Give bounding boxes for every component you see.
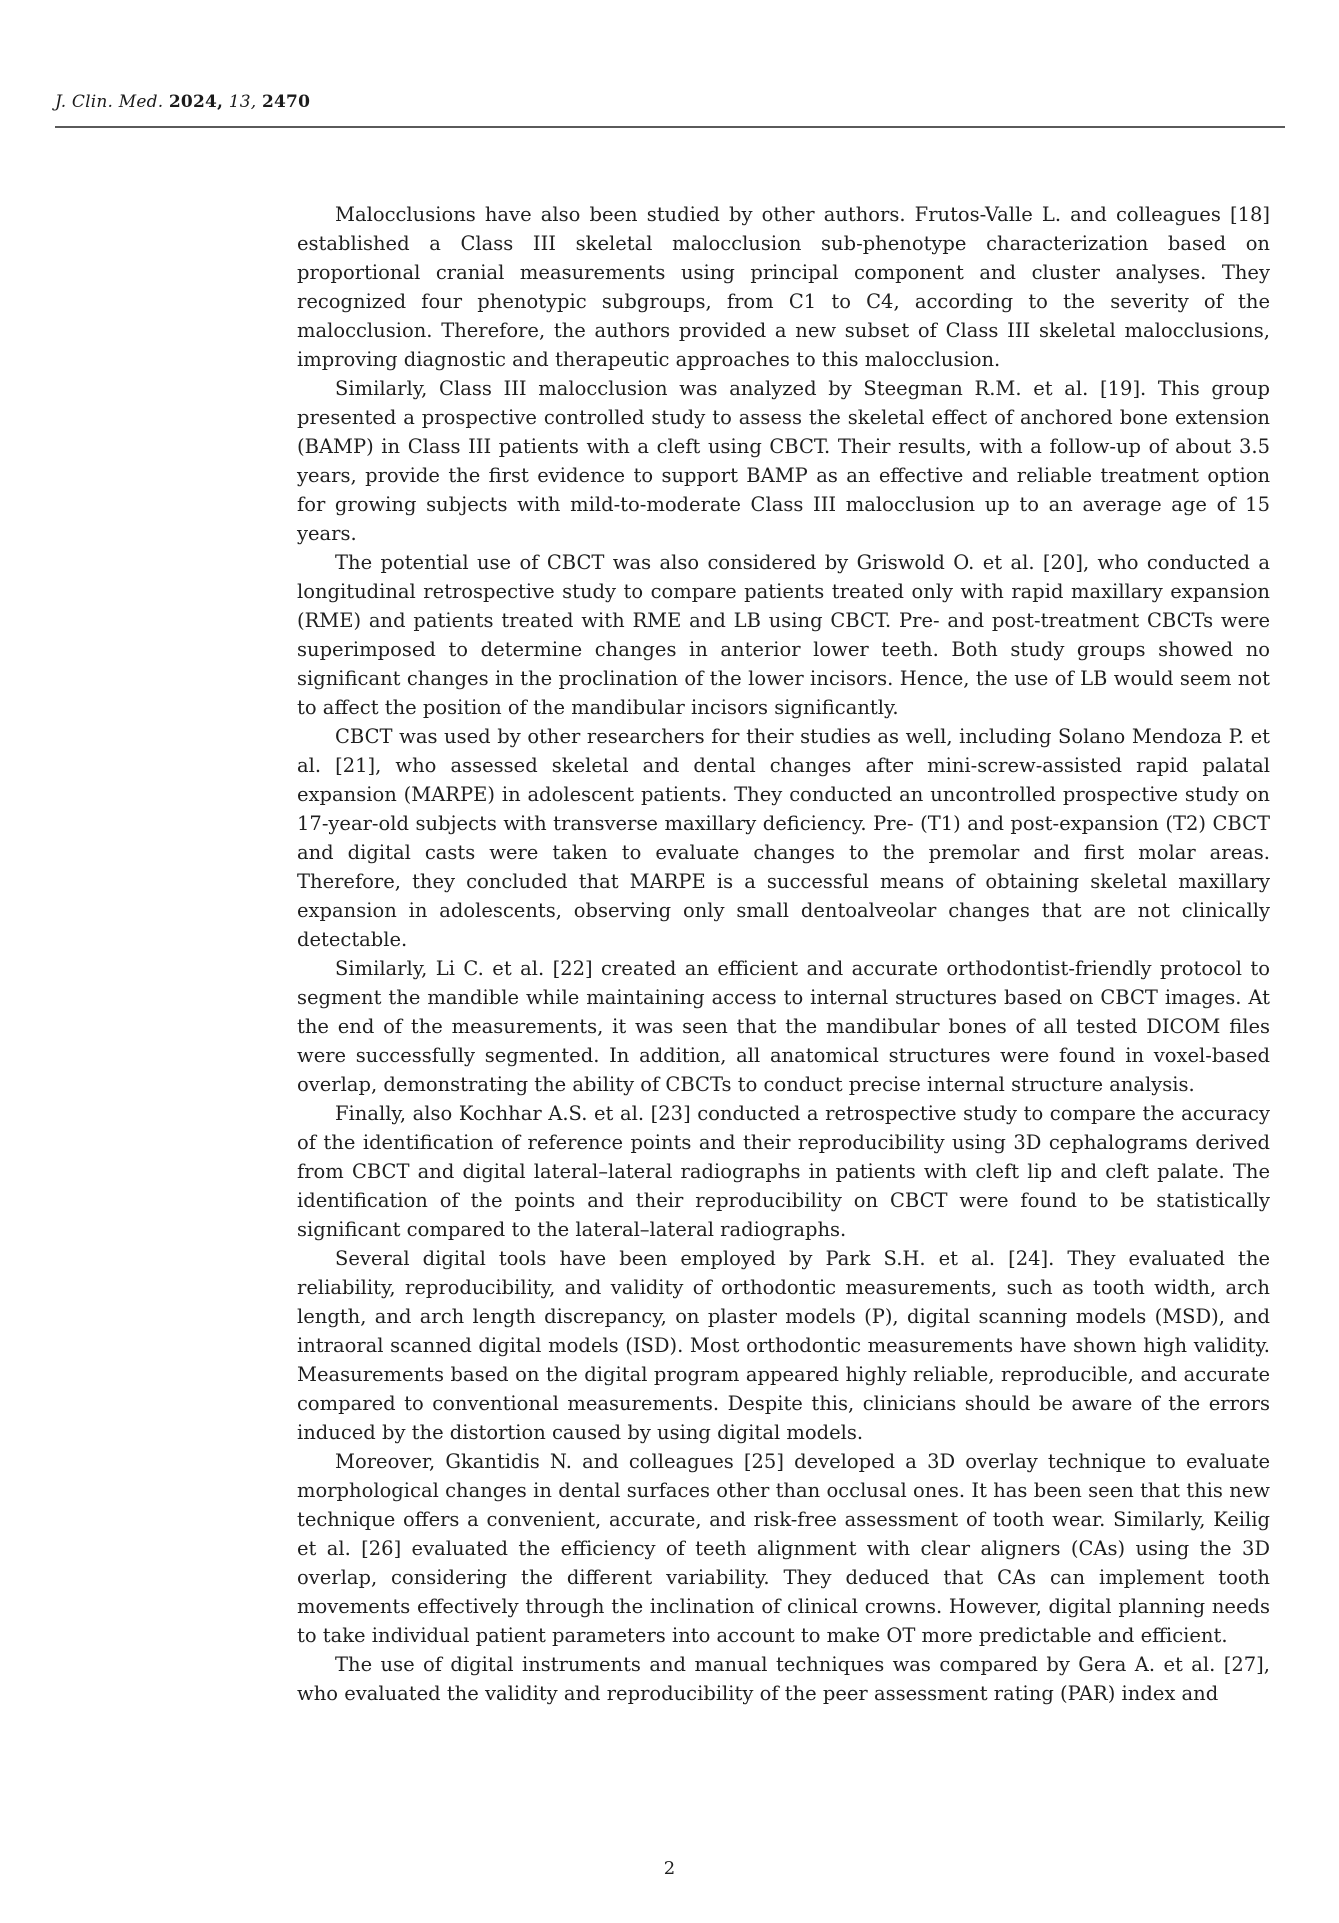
paragraph: Malocclusions have also been studied by other authors. Frutos-Valle L. and colleagues [18] established a Class III skeletal malocclusion sub-phenotype characterization based on proportional cranial measurements using principal component and cluster analyses. They recognized four phenotypic subgroups, from C1 to C4, according to the severity of the malocclusion. Therefore, the authors provided a new subset of Class III skeletal malocclusions, improving diagnostic and therapeutic approaches to this malocclusion.: [297, 203, 1270, 371]
paragraph: Similarly, Class III malocclusion was analyzed by Steegman R.M. et al. [19]. This group presented a prospective controlled study to assess the skeletal effect of anchored bone extension (BAMP) in Class III patients with a cleft using CBCT. Their results, with a follow-up of about 3.5 years, provide the first evidence to support BAMP as an effective and reliable treatment option for growing subjects with mild-to-moderate Class III malocclusion up to an average age of 15 years.: [297, 377, 1270, 545]
article-number: 2470: [262, 92, 311, 112]
paragraph: Moreover, Gkantidis N. and colleagues [25] developed a 3D overlay technique to evaluate morphological changes in dental surfaces other than occlusal ones. It has been seen that this new technique offers a convenient, accurate, and risk-free assessment of tooth wear. Similarly, Keilig et al. [26] evaluated the efficiency of teeth alignment with clear aligners (CAs) using the 3D overlap, considering the different variability. They deduced that CAs can implement tooth movements effectively through the inclination of clinical crowns. However, digital planning needs to take individual patient parameters into account to make OT more predictable and efficient.: [297, 1450, 1270, 1647]
volume-number: 13,: [228, 92, 257, 112]
paragraph: The use of digital instruments and manual techniques was compared by Gera A. et al. [27], who evaluated the validity and reproducibility of the peer assessment rating (PAR) index and: [297, 1653, 1270, 1705]
journal-title: J. Clin. Med.: [55, 92, 164, 112]
publication-year: 2024,: [168, 92, 224, 112]
running-head: [55, 92, 310, 112]
body-text-column: [297, 200, 1270, 1708]
header-divider: [55, 126, 1285, 128]
paragraph: The potential use of CBCT was also considered by Griswold O. et al. [20], who conducted a longitudinal retrospective study to compare patients treated only with rapid maxillary expansion (RME) and patients treated with RME and LB using CBCT. Pre- and post-treatment CBCTs were superimposed to determine changes in anterior lower teeth. Both study groups showed no significant changes in the proclination of the lower incisors. Hence, the use of LB would seem not to affect the position of the mandibular incisors significantly.: [297, 551, 1270, 719]
paragraph: Several digital tools have been employed by Park S.H. et al. [24]. They evaluated the reliability, reproducibility, and validity of orthodontic measurements, such as tooth width, arch length, and arch length discrepancy, on plaster models (P), digital scanning models (MSD), and intraoral scanned digital models (ISD). Most orthodontic measurements have shown high validity. Measurements based on the digital program appeared highly reliable, reproducible, and accurate compared to conventional measurements. Despite this, clinicians should be aware of the errors induced by the distortion caused by using digital models.: [297, 1247, 1270, 1444]
page-number: 2: [663, 1858, 676, 1879]
paragraph: Finally, also Kochhar A.S. et al. [23] conducted a retrospective study to compare the accuracy of the identification of reference points and their reproducibility using 3D cephalograms derived from CBCT and digital lateral–lateral radiographs in patients with cleft lip and cleft palate. The identification of the points and their reproducibility on CBCT were found to be statistically significant compared to the lateral–lateral radiographs.: [297, 1102, 1270, 1241]
paragraph: CBCT was used by other researchers for their studies as well, including Solano Mendoza P. et al. [21], who assessed skeletal and dental changes after mini-screw-assisted rapid palatal expansion (MARPE) in adolescent patients. They conducted an uncontrolled prospective study on 17-year-old subjects with transverse maxillary deficiency. Pre- (T1) and post-expansion (T2) CBCT and digital casts were taken to evaluate changes to the premolar and first molar areas. Therefore, they concluded that MARPE is a successful means of obtaining skeletal maxillary expansion in adolescents, observing only small dentoalveolar changes that are not clinically detectable.: [297, 725, 1270, 951]
paragraph: Similarly, Li C. et al. [22] created an efficient and accurate orthodontist-friendly protocol to segment the mandible while maintaining access to internal structures based on CBCT images. At the end of the measurements, it was seen that the mandibular bones of all tested DICOM files were successfully segmented. In addition, all anatomical structures were found in voxel-based overlap, demonstrating the ability of CBCTs to conduct precise internal structure analysis.: [297, 957, 1270, 1096]
